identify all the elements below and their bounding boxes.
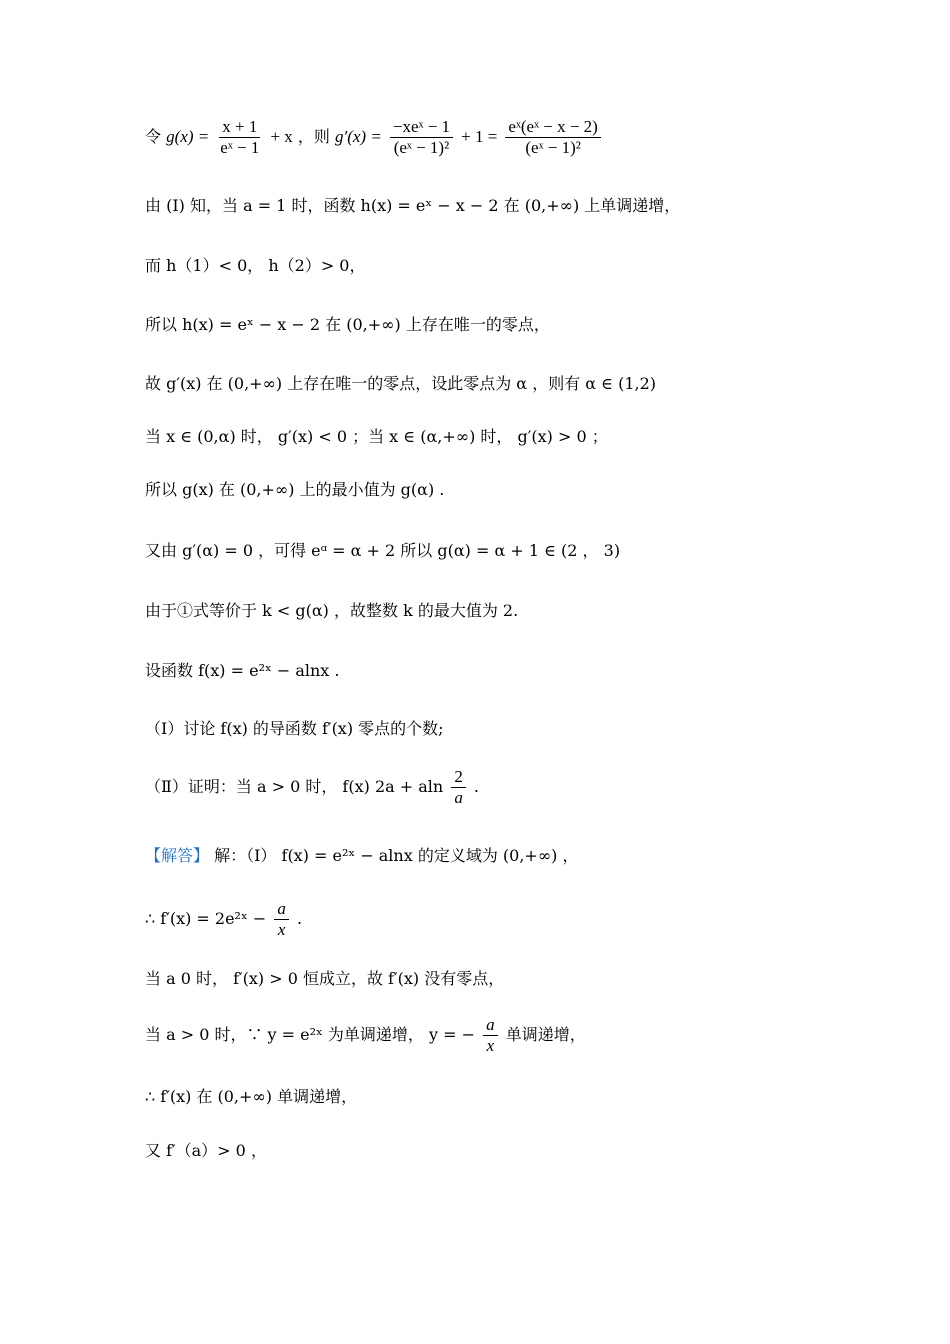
fraction-gp-1-num: −xeˣ − 1 — [390, 118, 453, 138]
fraction-a-over-x-2-num: a — [483, 1016, 498, 1036]
fraction-gp-2 — [505, 118, 600, 157]
text-line-7: 所以 g(x) 在 (0,+∞) 上的最小值为 g(α) . — [145, 480, 445, 499]
text-line-4: 所以 h(x) = eˣ − x − 2 在 (0,+∞) 上存在唯一的零点， — [145, 315, 550, 334]
text-line-10: 设函数 f(x) = e²ˣ − alnx . — [145, 661, 340, 680]
fraction-g-den: eˣ − 1 — [220, 138, 260, 157]
answer-tag: 【解答】 — [145, 846, 210, 865]
line-13-text: 解：（Ⅰ） f(x) = e²ˣ − alnx 的定义域为 (0,+∞) ， — [214, 846, 579, 865]
line-12-text: （Ⅱ）证明：当 a > 0 时， f(x) 2a + aln — [145, 777, 444, 796]
text-line-8: 又由 g′(α) = 0 ，可得 eᵅ = α + 2 所以 g(α) = α + 1 ∈ (2 ， 3) — [145, 541, 621, 560]
text-line-17: ∴ f′(x) 在 (0,+∞) 单调递增， — [145, 1087, 358, 1106]
text-line-16 — [145, 1016, 586, 1055]
line-12-tail: . — [473, 777, 479, 796]
text-line-13 — [145, 846, 579, 866]
fraction-a-over-x-1 — [274, 900, 289, 939]
fraction-2-over-a-den: a — [454, 788, 463, 807]
text-line-18: 又 f′（a）> 0 ， — [145, 1141, 267, 1160]
line-16-text: 当 a > 0 时，∵ y = e²ˣ 为单调递增， y = − — [145, 1025, 476, 1044]
fraction-a-over-x-2-den: x — [486, 1036, 495, 1055]
fraction-gp-1 — [390, 118, 453, 157]
line-14-tail: . — [296, 909, 303, 928]
formula-line-g — [145, 118, 604, 157]
fraction-g — [217, 118, 262, 157]
fraction-a-over-x-1-den: x — [277, 920, 286, 939]
line-14-text: ∴ f′(x) = 2e²ˣ − — [145, 909, 267, 928]
fraction-gp-2-den: (eˣ − 1)² — [525, 138, 581, 157]
text-line-15: 当 a 0 时， f′(x) > 0 恒成立，故 f′(x) 没有零点， — [145, 969, 505, 988]
gp-mid: + 1 = — [461, 127, 498, 146]
text-line-14 — [145, 900, 302, 939]
line-16-tail: 单调递增， — [505, 1025, 586, 1044]
fraction-a-over-x-2 — [483, 1016, 498, 1055]
g-tail: + x — [270, 127, 293, 146]
text-line-12 — [145, 768, 479, 807]
fraction-a-over-x-1-num: a — [274, 900, 289, 920]
fraction-g-num: x + 1 — [219, 118, 260, 138]
text-then: ，则 — [297, 127, 330, 146]
text-line-2: 由 (I) 知，当 a = 1 时，函数 h(x) = eˣ − x − 2 在 (0,+∞) 上单调递增， — [145, 196, 681, 215]
fraction-gp-2-num: eˣ(eˣ − x − 2) — [505, 118, 600, 138]
text-line-5: 故 g′(x) 在 (0,+∞) 上存在唯一的零点，设此零点为 α ，则有 α ∈ (1,2) — [145, 374, 657, 393]
fraction-gp-1-den: (eˣ − 1)² — [393, 138, 450, 157]
text-line-3: 而 h（1）< 0， h（2）> 0， — [145, 256, 366, 275]
g-lhs: g(x) = — [166, 127, 210, 146]
text-line-6: 当 x ∈ (0,α) 时， g′(x) < 0 ；当 x ∈ (α,+∞) 时， g′(x) > 0 ； — [145, 427, 608, 446]
fraction-2-over-a-num: 2 — [451, 768, 466, 788]
text-line-11: （Ⅰ）讨论 f(x) 的导函数 f′(x) 零点的个数; — [145, 719, 444, 738]
text-line-9: 由于①式等价于 k < g(α) ，故整数 k 的最大值为 2. — [145, 601, 519, 620]
text-ling: 令 — [145, 127, 162, 146]
fraction-2-over-a — [451, 768, 466, 807]
gp-lhs: g′(x) = — [334, 127, 382, 146]
